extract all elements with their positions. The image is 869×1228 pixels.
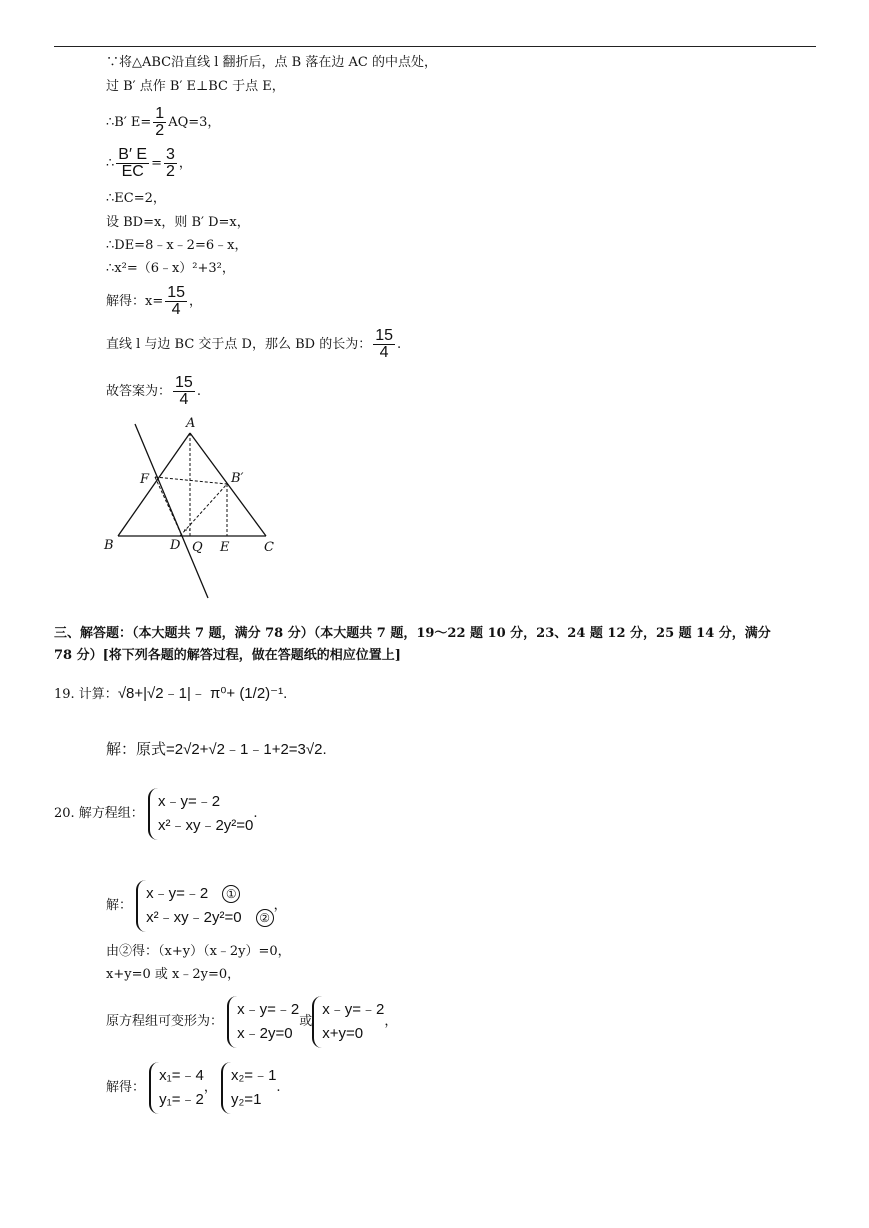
label-f: F [140,472,150,487]
fraction: $\frac{15}{4}$ [175,374,193,408]
q20-solution-system: 解： x﹣y=﹣2 ① x²﹣xy﹣2y²=0 ② ， [106,876,287,936]
sol18-line11: 故答案为： $\frac{15}{4}$ . [106,374,201,408]
q20-step1: 由②得：（x+y）（x﹣2y）=0， [106,944,291,959]
sol18-line5: ∴EC=2， [106,191,166,206]
header-rule [54,46,816,47]
sol18-line2: 过 B′ 点作 B′ E⊥BC 于点 E， [106,79,285,94]
label-b: B [104,538,114,553]
q20-answer-a: x₁=﹣4 y₁=﹣2 [149,1062,204,1114]
label-d: D [170,538,181,553]
side-ab [118,433,190,536]
q19-expression: √8+|√2﹣1|﹣ π⁰+ (1/2)⁻¹. [117,685,288,702]
label-q: Q [192,540,203,555]
fraction: $\frac{B' E}{EC}$ [118,146,148,180]
fold-line-l [135,424,208,598]
segment-f-d [155,477,182,536]
q20-problem: 20. 解方程组： x﹣y=﹣2 x²﹣xy﹣2y²=0 . [54,786,258,842]
q20-system-a: x﹣y=﹣2 x﹣2y=0 [227,996,299,1048]
label-c: C [264,540,274,555]
fraction: $\frac{15}{4}$ [167,284,186,318]
q20-step3: 原方程组可变形为： x﹣y=﹣2 x﹣2y=0 或 x﹣y=﹣2 x+y=0 ， [106,994,397,1050]
fraction: $\frac{1}{2}$ [155,105,165,139]
section3-heading-line2: 78 分）[将下列各题的解答过程，做在答题纸的相应位置上] [54,648,401,663]
label-b-prime: B′ [231,471,244,486]
sol18-line8: ∴x²=（6﹣x）²+3²， [106,261,235,276]
section3-heading-line1: 三、解答题：（本大题共 7 题，满分 78 分）（本大题共 7 题，19～22 题 10 分，23、24 题 12 分，25 题 14 分，满分 [54,626,771,641]
sol18-line9: 解得：x= $\frac{15}{4}$ ， [106,284,203,318]
q20-numbered-system: x﹣y=﹣2 ① x²﹣xy﹣2y²=0 ② [136,880,273,932]
side-ac [190,433,266,536]
q19-solution: 解：原式=2√2+√2﹣1﹣1+2=3√2. [106,741,327,758]
sol18-line1: ∵将△ABC沿直线 l 翻折后，点 B 落在边 AC 的中点处， [106,55,437,70]
sol18-line3: ∴B′ E= $\frac{1}{2}$ AQ=3， [106,105,221,139]
segment-f-b-prime [155,477,227,484]
q20-equation-system: x﹣y=﹣2 x²﹣xy﹣2y²=0 [148,788,253,840]
q20-step2: x+y=0 或 x﹣2y=0， [106,967,241,982]
label-circled-2: ② [256,909,274,927]
fraction: $\frac{15}{4}$ [375,327,394,361]
q20-answer-b: x₂=﹣1 y₂=1 [221,1062,276,1114]
q20-answer: 解得： x₁=﹣4 y₁=﹣2 ， x₂=﹣1 y₂=1 . [106,1058,281,1118]
fraction: $\frac{3}{2}$ [165,146,175,180]
triangle-figure [100,412,290,602]
label-circled-1: ① [222,885,240,903]
sol18-line4: ∴ $\frac{B' E}{EC}$ = $\frac{3}{2}$ ， [106,146,192,180]
segment-d-b-prime [180,484,227,536]
label-e: E [220,540,230,555]
sol18-line10: 直线 l 与边 BC 交于点 D，那么 BD 的长为： $\frac{15}{4}$ . [106,327,402,361]
label-a: A [186,416,196,431]
sol18-line6: 设 BD=x，则 B′ D=x， [106,215,250,230]
q20-system-b: x﹣y=﹣2 x+y=0 [312,996,384,1048]
q19-problem: 19. 计算：√8+|√2﹣1|﹣ π⁰+ (1/2)⁻¹. [54,685,288,702]
sol18-line7: ∴DE=8﹣x﹣2=6﹣x， [106,238,248,253]
